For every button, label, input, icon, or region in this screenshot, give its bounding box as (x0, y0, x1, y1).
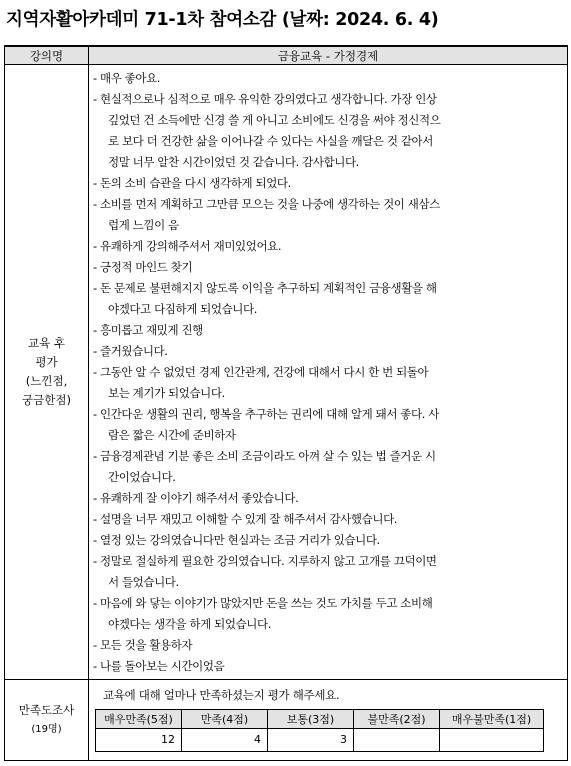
table-header-row (5, 46, 568, 65)
satisfaction-value: 3 (268, 728, 354, 751)
comment-line: 깊었던 건 소득에만 신경 쓸 게 아니고 소비에도 신경을 써야 정신적으 (108, 112, 441, 127)
header-course-name: 금융교육 - 가정경제 (89, 46, 568, 65)
comment-item (89, 341, 567, 362)
evaluation-label-line: 궁금한점) (22, 393, 71, 407)
page-title: 지역자활아카데미 71-1차 참여소감 (날짜: 2024. 6. 4) (6, 10, 439, 30)
comment-line: - 설명을 너무 재밌고 이해할 수 있게 잘 해주셔서 감사했습니다. (93, 511, 398, 526)
comment-line: 야겠다는 생각을 하게 되었습니다. (108, 616, 271, 631)
comment-line: - 인간다운 생활의 권리, 행복을 추구하는 권리에 대해 알게 돼서 좋다. 사 (93, 406, 439, 421)
satisfaction-col-header: 보통(3점) (268, 709, 354, 728)
comment-item (89, 362, 567, 404)
comment-line: 야겠다고 다짐하게 되었습니다. (108, 301, 257, 316)
comment-line: - 모든 것을 활용하자 (93, 637, 193, 652)
comment-line: - 돈 문제로 불편해지지 않도록 이익을 추구하되 계획적인 금융생활을 해 (93, 280, 437, 295)
respondent-count: (19명) (31, 724, 62, 735)
evaluation-label-line: 교육 후 (28, 336, 65, 350)
satisfaction-col-header: 만족(4점) (182, 709, 268, 728)
comment-line: - 그동안 알 수 없었던 경제 인간관계, 건강에 대해서 다시 한 번 되돌아 (93, 364, 429, 379)
satisfaction-value: 4 (182, 728, 268, 751)
comment-item (89, 89, 567, 173)
comment-line: - 즐거웠습니다. (93, 343, 168, 358)
comment-line: 보는 계기가 되었습니다. (108, 385, 225, 400)
comment-line: - 소비를 먼저 계획하고 그만큼 모으는 것을 나중에 생각하는 것이 새삼스 (93, 196, 440, 211)
comment-list (89, 68, 567, 677)
comment-item (89, 68, 567, 89)
comment-line: - 유쾌하게 강의해주셔서 재미있었어요. (93, 238, 282, 253)
comment-line: - 현실적으로나 심적으로 매우 유익한 강의였다고 생각합니다. 가장 인상 (93, 91, 437, 106)
satisfaction-table (95, 709, 544, 752)
satisfaction-header-row (96, 709, 544, 728)
comment-line: - 돈의 소비 습관을 다시 생각하게 되었다. (93, 175, 291, 190)
evaluation-label-line: 평가 (35, 355, 58, 369)
comment-item (89, 593, 567, 635)
satisfaction-content (89, 680, 568, 761)
evaluation-label (5, 65, 89, 680)
satisfaction-col-header: 매우만족(5점) (96, 709, 182, 728)
satisfaction-col-header: 매우불만족(1점) (440, 709, 544, 728)
comment-item (89, 530, 567, 551)
comment-item (89, 278, 567, 320)
comment-line: - 정말로 절실하게 필요한 강의였습니다. 지루하지 않고 고개를 끄덕이면 (93, 553, 437, 568)
evaluation-row (5, 65, 568, 680)
evaluation-label-line: (느낀점, (25, 374, 68, 388)
comment-line: - 열정 있는 강의였습니다만 현실과는 조금 거리가 있습니다. (93, 532, 380, 547)
satisfaction-value: 12 (96, 728, 182, 751)
comment-line: - 매우 좋아요. (93, 70, 161, 85)
comment-line: 로 보다 더 건강한 삶을 이어나갈 수 있다는 사실을 깨달은 것 같아서 (108, 133, 433, 148)
comment-item (89, 656, 567, 677)
comment-item (89, 320, 567, 341)
comment-line: 서 들었습니다. (108, 574, 179, 589)
satisfaction-row (5, 680, 568, 761)
comment-item (89, 173, 567, 194)
survey-table (4, 45, 568, 761)
comment-item (89, 635, 567, 656)
comment-item (89, 509, 567, 530)
comment-line: 람은 짧은 시간에 준비하자 (108, 427, 236, 442)
satisfaction-label-text: 만족도조사 (18, 703, 75, 717)
comment-line: 럽게 느낌이 음 (108, 217, 179, 232)
comment-line: - 유쾌하게 잘 이야기 해주셔서 좋았습니다. (93, 490, 299, 505)
comment-item (89, 236, 567, 257)
comment-item (89, 404, 567, 446)
comment-item (89, 446, 567, 488)
satisfaction-values-row (96, 728, 544, 751)
satisfaction-col-header: 불만족(2점) (354, 709, 440, 728)
satisfaction-value (354, 728, 440, 751)
comment-line: 정말 너무 알찬 시간이었던 것 같습니다. 감사합니다. (108, 154, 359, 169)
header-course-label: 강의명 (5, 46, 89, 65)
satisfaction-question: 교육에 대해 얼마나 만족하셨는지 평가 해주세요. (103, 687, 340, 702)
comment-line: - 금융경제관념 기분 좋은 소비 조금이라도 아껴 살 수 있는 법 즐거운 시 (93, 448, 436, 463)
comment-item (89, 257, 567, 278)
comment-item (89, 488, 567, 509)
comment-line: 간이었습니다. (108, 469, 176, 484)
comment-line: - 마음에 와 닿는 이야기가 많았지만 돈을 쓰는 것도 가치를 두고 소비해 (93, 595, 433, 610)
comment-line: - 긍정적 마인드 찾기 (93, 259, 193, 274)
evaluation-comments (89, 65, 568, 680)
comment-line: - 나를 돌아보는 시간이었음 (93, 658, 225, 673)
comment-line: - 흥미롭고 재밌게 진행 (93, 322, 203, 337)
satisfaction-label (5, 680, 89, 761)
comment-item (89, 194, 567, 236)
comment-item (89, 551, 567, 593)
satisfaction-value (440, 728, 544, 751)
